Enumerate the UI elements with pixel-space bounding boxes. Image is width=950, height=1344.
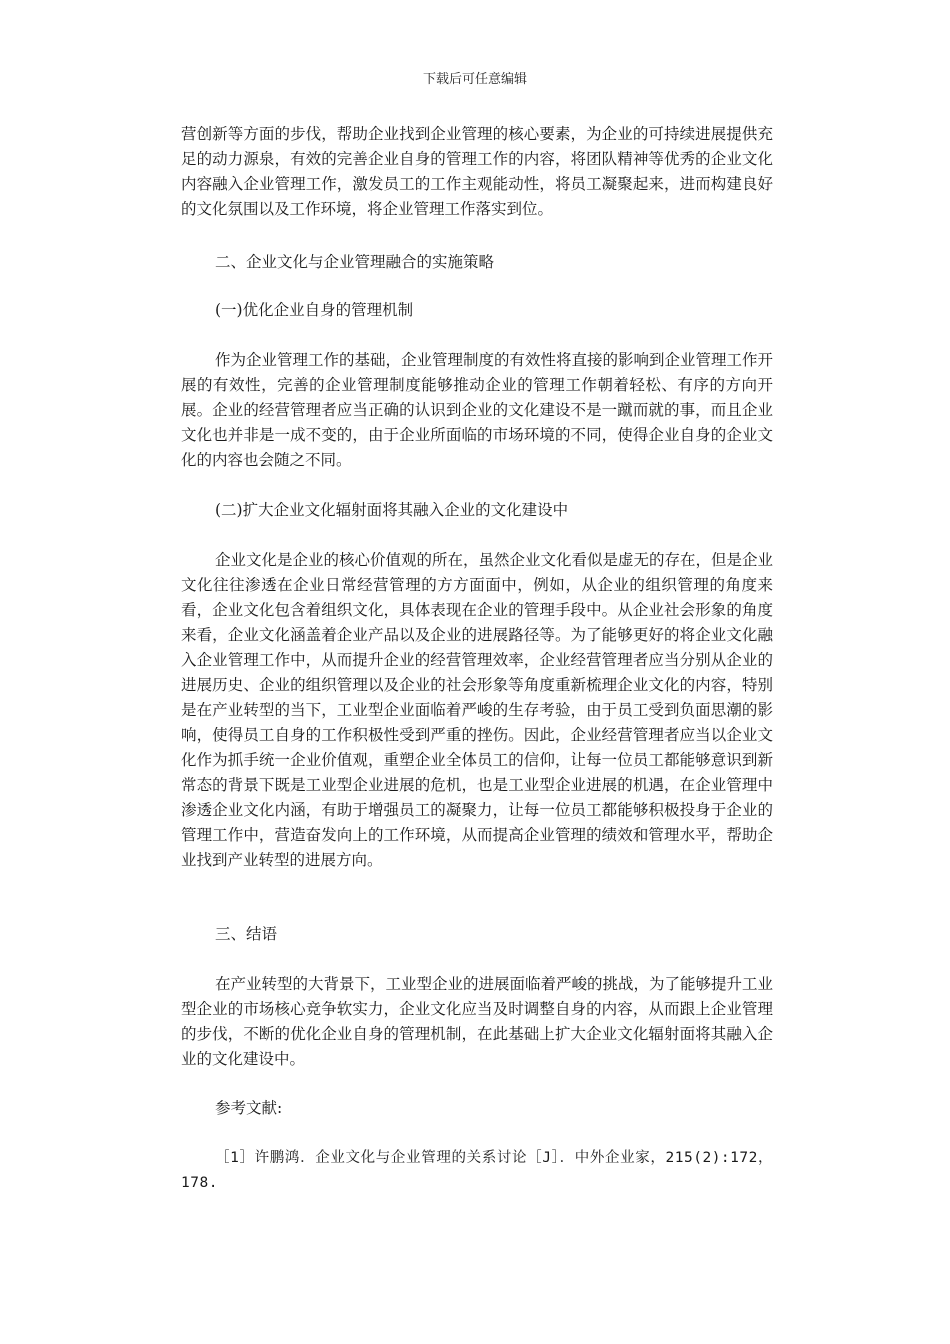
subsection-heading-2: (二)扩大企业文化辐射面将其融入企业的文化建设中 — [215, 501, 569, 519]
subsection-heading-1: (一)优化企业自身的管理机制 — [215, 301, 414, 319]
section-heading-conclusion: 三、结语 — [215, 925, 278, 943]
page-header: 下载后可任意编辑 — [422, 72, 527, 87]
section-heading-implementation: 二、企业文化与企业管理融合的实施策略 — [215, 253, 495, 271]
references-heading: 参考文献: — [215, 1099, 283, 1117]
reference-item-1: ［1］许鹏鸿．企业文化与企业管理的关系讨论［J］．中外企业家，215(2):172，178. — [181, 1150, 773, 1191]
continued-paragraph: 营创新等方面的步伐，帮助企业找到企业管理的核心要素，为企业的可持续进展提供充足的动力源泉，有效的完善企业自身的管理工作的内容，将团队精神等优秀的企业文化内容融入企业管理工作，激发员工的工作主观能动性，将员工凝聚起来，进而构建良好的文化氛围以及工作环境，将企业管理工作落实到位。 — [181, 125, 773, 218]
subsection-1-paragraph: 作为企业管理工作的基础，企业管理制度的有效性将直接的影响到企业管理工作开展的有效性，完善的企业管理制度能够推动企业的管理工作朝着轻松、有序的方向开展。企业的经营管理者应当正确的认识到企业的文化建设不是一蹴而就的事，而且企业文化也并非是一成不变的，由于企业所面临的市场环境的不同，使得企业自身的企业文化的内容也会随之不同。 — [181, 351, 774, 469]
conclusion-paragraph: 在产业转型的大背景下，工业型企业的进展面临着严峻的挑战，为了能够提升工业型企业的市场核心竞争软实力，企业文化应当及时调整自身的内容，从而跟上企业管理的步伐，不断的优化企业自身的管理机制，在此基础上扩大企业文化辐射面将其融入企业的文化建设中。 — [181, 975, 774, 1068]
subsection-2-paragraph: 企业文化是企业的核心价值观的所在，虽然企业文化看似是虚无的存在，但是企业文化往往渗透在企业日常经营管理的方方面面中，例如，从企业的组织管理的角度来看，企业文化包含着组织文化，具体表现在企业的管理手段中。从企业社会形象的角度来看，企业文化涵盖着企业产品以及企业的进展路径等。为了能够更好的将企业文化融入企业管理工作中，从而提升企业的经营管理效率，企业经营管理者应当分别从企业的进展历史、企业的组织管理以及企业的社会形象等角度重新梳理企业文化的内容，特别是在产业转型的当下，工业型企业面临着严峻的生存考验，由于员工受到负面思潮的影响，使得员工自身的工作积极性受到严重的挫伤。因此，企业经营管理者应当以企业文化作为抓手统一企业价值观，重塑企业全体员工的信仰，让每一位员工都能够意识到新常态的背景下既是工业型企业进展的危机，也是工业型企业进展的机遇，在企业管理中渗透企业文化内涵，有助于增强员工的凝聚力，让每一位员工都能够积极投身于企业的管理工作中，营造奋发向上的工作环境，从而提高企业管理的绩效和管理水平，帮助企业找到产业转型的进展方向。 — [181, 551, 774, 869]
